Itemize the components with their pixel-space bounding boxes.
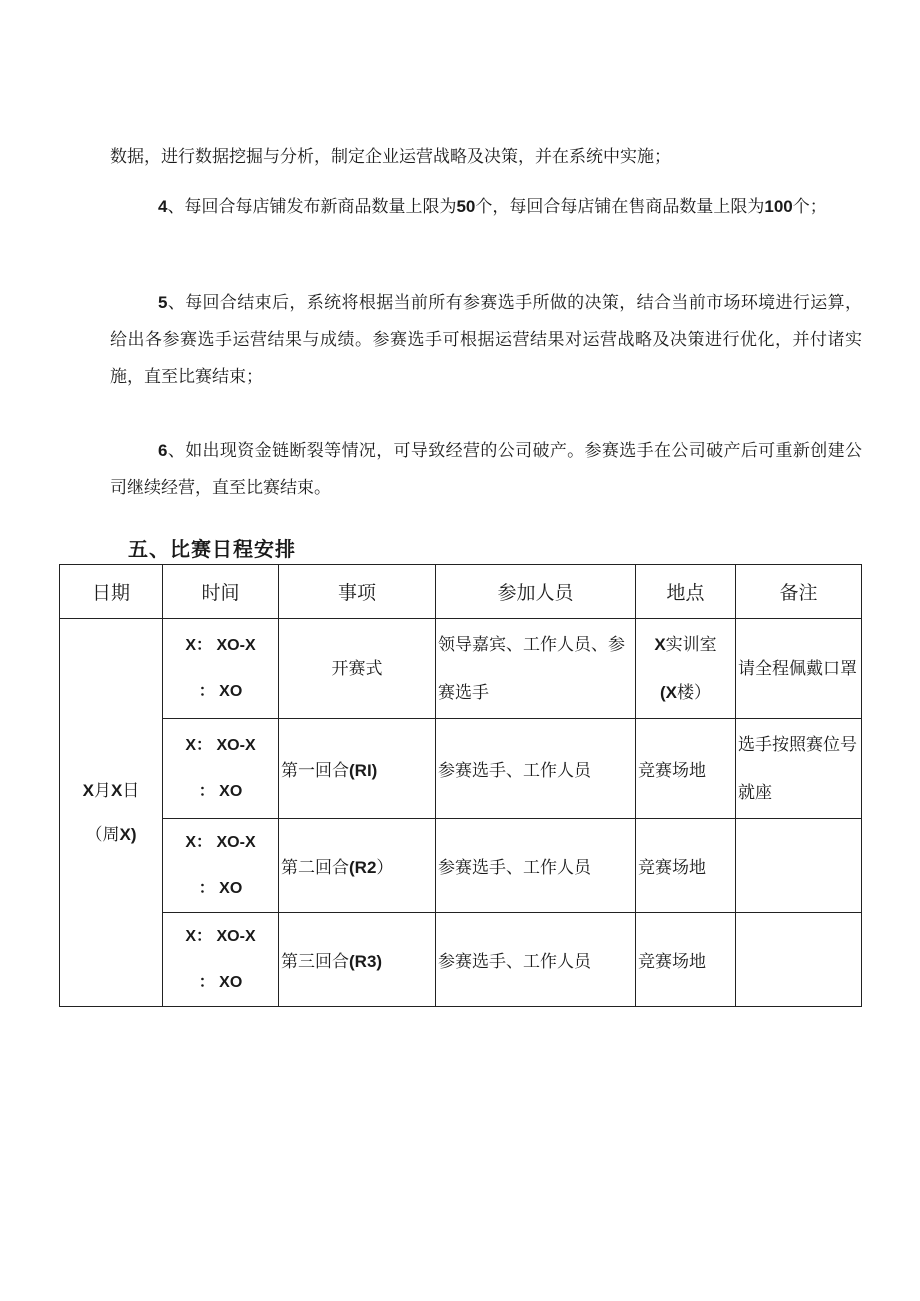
date-cell [60,619,163,1007]
paragraph-text: 个，每回合每店铺在售商品数量上限为 [475,197,765,217]
header-remarks: 备注 [736,565,862,619]
item-number: 4 [158,197,168,216]
location-cell: 竞赛场地 [636,819,736,913]
header-date: 日期 [60,565,163,619]
paragraph-continuation [110,139,862,176]
table-row [60,719,862,819]
remarks-cell [736,913,862,1007]
participants-cell: 参赛选手、工作人员 [436,719,636,819]
paragraph-item-4 [110,188,862,226]
remarks-cell: 选手按照赛位号就座 [736,719,862,819]
header-location: 地点 [636,565,736,619]
item-cell: 第一回合(RI) [279,719,436,819]
schedule-table [59,564,862,1007]
paragraph-text: 、每回合结束后，系统将根据当前所有参赛选手所做的决策，结合当前市场环境进行运算，给出各参赛选手运营结果与成绩。参赛选手可根据运营结果对运营战略及决策进行优化，并付诸实施，直至比赛结束； [110,293,862,387]
weekday-line: （周X) [85,824,137,845]
table-row [60,819,862,913]
location-cell: X实训室 (X楼） [636,619,736,719]
paragraph-item-5 [110,284,862,396]
item-cell: 第三回合(R3) [279,913,436,1007]
location-cell: 竞赛场地 [636,913,736,1007]
time-cell: X： XO-X ： XO [163,819,279,913]
item-cell: 第二回合(R2） [279,819,436,913]
remarks-cell: 请全程佩戴口罩 [736,619,862,719]
paragraph-text: 、如出现资金链断裂等情况，可导致经营的公司破产。参赛选手在公司破产后可重新创建公司继续经营，直至比赛结束。 [110,441,862,498]
number-value: 100 [764,197,793,216]
date-line: X月X日 [82,780,140,801]
paragraph-item-6 [110,432,862,507]
remarks-cell [736,819,862,913]
table-header-row [60,565,862,619]
participants-cell: 领导嘉宾、工作人员、参赛选手 [436,619,636,719]
number-value: 50 [456,197,476,216]
header-item: 事项 [279,565,436,619]
item-number: 5 [158,293,168,312]
table-row [60,619,862,719]
header-participants: 参加人员 [436,565,636,619]
item-cell: 开赛式 [279,619,436,719]
header-time: 时间 [163,565,279,619]
participants-cell: 参赛选手、工作人员 [436,819,636,913]
item-number: 6 [158,441,168,460]
table-row [60,913,862,1007]
paragraph-text: 个； [792,197,827,217]
paragraph-text: 数据，进行数据挖掘与分析，制定企业运营战略及决策，并在系统中实施； [110,147,671,167]
time-cell: X： XO-X ： XO [163,719,279,819]
paragraph-text: 、每回合每店铺发布新商品数量上限为 [167,197,457,217]
location-cell: 竞赛场地 [636,719,736,819]
section-title: 五、比赛日程安排 [128,537,296,561]
time-cell: X： XO-X ： XO [163,913,279,1007]
participants-cell: 参赛选手、工作人员 [436,913,636,1007]
time-cell: X： XO-X ： XO [163,619,279,719]
